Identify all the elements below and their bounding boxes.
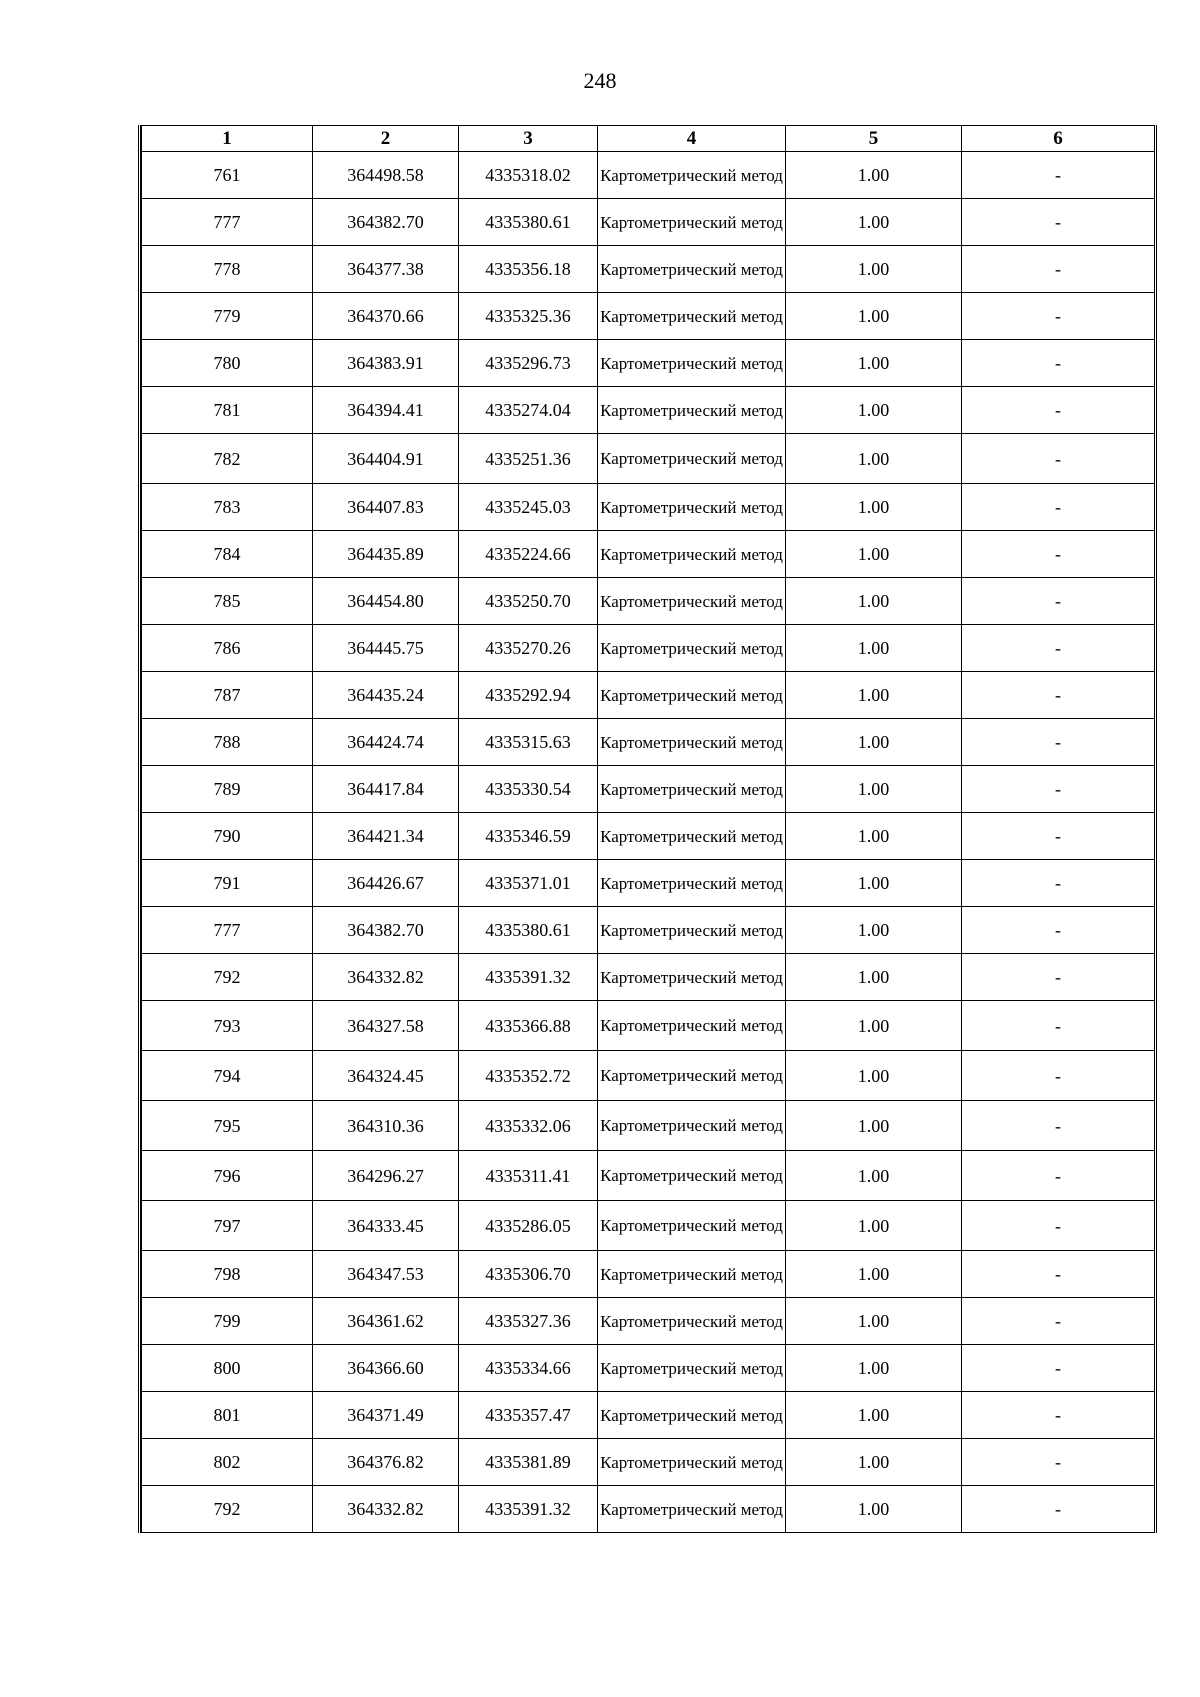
x-coordinate-cell: 364377.38 [313,246,459,293]
point-number-cell: 787 [142,672,313,719]
note-cell: - [962,625,1155,672]
method-cell: Картометрический метод [598,719,786,766]
x-coordinate-cell: 364435.24 [313,672,459,719]
note-cell: - [962,719,1155,766]
table-row [142,1051,1155,1101]
table-row [142,1486,1155,1533]
y-coordinate-cell: 4335292.94 [459,672,598,719]
accuracy-cell: 1.00 [786,1298,962,1345]
point-number-cell: 793 [142,1001,313,1051]
x-coordinate-cell: 364333.45 [313,1201,459,1251]
method-cell: Картометрический метод [598,578,786,625]
accuracy-cell: 1.00 [786,484,962,531]
accuracy-cell: 1.00 [786,152,962,199]
method-cell: Картометрический метод [598,340,786,387]
y-coordinate-cell: 4335332.06 [459,1101,598,1151]
x-coordinate-cell: 364394.41 [313,387,459,434]
note-cell: - [962,578,1155,625]
note-cell: - [962,1001,1155,1051]
accuracy-cell: 1.00 [786,1151,962,1201]
y-coordinate-cell: 4335311.41 [459,1151,598,1201]
point-number-cell: 796 [142,1151,313,1201]
table-row [142,1201,1155,1251]
accuracy-cell: 1.00 [786,672,962,719]
point-number-cell: 797 [142,1201,313,1251]
table-row [142,1001,1155,1051]
y-coordinate-cell: 4335251.36 [459,434,598,484]
note-cell: - [962,340,1155,387]
accuracy-cell: 1.00 [786,625,962,672]
method-cell: Картометрический метод [598,1151,786,1201]
y-coordinate-cell: 4335245.03 [459,484,598,531]
y-coordinate-cell: 4335315.63 [459,719,598,766]
method-cell: Картометрический метод [598,199,786,246]
method-cell: Картометрический метод [598,625,786,672]
table-row [142,860,1155,907]
point-number-cell: 792 [142,954,313,1001]
x-coordinate-cell: 364383.91 [313,340,459,387]
y-coordinate-cell: 4335327.36 [459,1298,598,1345]
y-coordinate-cell: 4335250.70 [459,578,598,625]
accuracy-cell: 1.00 [786,1251,962,1298]
method-cell: Картометрический метод [598,293,786,340]
accuracy-cell: 1.00 [786,860,962,907]
accuracy-cell: 1.00 [786,1001,962,1051]
y-coordinate-cell: 4335391.32 [459,954,598,1001]
x-coordinate-cell: 364332.82 [313,1486,459,1533]
y-coordinate-cell: 4335274.04 [459,387,598,434]
point-number-cell: 786 [142,625,313,672]
note-cell: - [962,672,1155,719]
x-coordinate-cell: 364498.58 [313,152,459,199]
x-coordinate-cell: 364417.84 [313,766,459,813]
x-coordinate-cell: 364366.60 [313,1345,459,1392]
column-header-2: 2 [313,126,459,152]
accuracy-cell: 1.00 [786,1201,962,1251]
x-coordinate-cell: 364371.49 [313,1392,459,1439]
table-body [142,152,1155,1533]
note-cell: - [962,246,1155,293]
point-number-cell: 795 [142,1101,313,1151]
accuracy-cell: 1.00 [786,1101,962,1151]
accuracy-cell: 1.00 [786,1392,962,1439]
x-coordinate-cell: 364376.82 [313,1439,459,1486]
method-cell: Картометрический метод [598,246,786,293]
x-coordinate-cell: 364332.82 [313,954,459,1001]
table-row [142,766,1155,813]
y-coordinate-cell: 4335356.18 [459,246,598,293]
method-cell: Картометрический метод [598,907,786,954]
table-row [142,246,1155,293]
accuracy-cell: 1.00 [786,387,962,434]
point-number-cell: 779 [142,293,313,340]
note-cell: - [962,860,1155,907]
x-coordinate-cell: 364421.34 [313,813,459,860]
table-row [142,672,1155,719]
method-cell: Картометрический метод [598,531,786,578]
method-cell: Картометрический метод [598,434,786,484]
note-cell: - [962,199,1155,246]
note-cell: - [962,954,1155,1001]
y-coordinate-cell: 4335381.89 [459,1439,598,1486]
table-row [142,1151,1155,1201]
point-number-cell: 792 [142,1486,313,1533]
note-cell: - [962,152,1155,199]
point-number-cell: 789 [142,766,313,813]
method-cell: Картометрический метод [598,1392,786,1439]
y-coordinate-cell: 4335334.66 [459,1345,598,1392]
y-coordinate-cell: 4335306.70 [459,1251,598,1298]
point-number-cell: 802 [142,1439,313,1486]
point-number-cell: 780 [142,340,313,387]
note-cell: - [962,813,1155,860]
table-row [142,434,1155,484]
column-header-6: 6 [962,126,1155,152]
point-number-cell: 800 [142,1345,313,1392]
table-row [142,484,1155,531]
note-cell: - [962,531,1155,578]
x-coordinate-cell: 364407.83 [313,484,459,531]
column-header-4: 4 [598,126,786,152]
point-number-cell: 778 [142,246,313,293]
table-row [142,1298,1155,1345]
method-cell: Картометрический метод [598,1051,786,1101]
y-coordinate-cell: 4335366.88 [459,1001,598,1051]
accuracy-cell: 1.00 [786,813,962,860]
point-number-cell: 777 [142,907,313,954]
y-coordinate-cell: 4335352.72 [459,1051,598,1101]
method-cell: Картометрический метод [598,1439,786,1486]
note-cell: - [962,1486,1155,1533]
page-number: 248 [583,68,617,93]
accuracy-cell: 1.00 [786,434,962,484]
y-coordinate-cell: 4335224.66 [459,531,598,578]
x-coordinate-cell: 364404.91 [313,434,459,484]
y-coordinate-cell: 4335346.59 [459,813,598,860]
method-cell: Картометрический метод [598,813,786,860]
table-row [142,719,1155,766]
accuracy-cell: 1.00 [786,531,962,578]
note-cell: - [962,1051,1155,1101]
accuracy-cell: 1.00 [786,1345,962,1392]
table-header-row [142,126,1155,152]
y-coordinate-cell: 4335371.01 [459,860,598,907]
y-coordinate-cell: 4335318.02 [459,152,598,199]
x-coordinate-cell: 364361.62 [313,1298,459,1345]
x-coordinate-cell: 364310.36 [313,1101,459,1151]
table-row [142,625,1155,672]
column-header-5: 5 [786,126,962,152]
table-row [142,199,1155,246]
method-cell: Картометрический метод [598,954,786,1001]
x-coordinate-cell: 364382.70 [313,907,459,954]
method-cell: Картометрический метод [598,387,786,434]
method-cell: Картометрический метод [598,1101,786,1151]
x-coordinate-cell: 364382.70 [313,199,459,246]
point-number-cell: 781 [142,387,313,434]
table-row [142,1345,1155,1392]
accuracy-cell: 1.00 [786,1486,962,1533]
y-coordinate-cell: 4335330.54 [459,766,598,813]
table-row [142,813,1155,860]
column-header-3: 3 [459,126,598,152]
method-cell: Картометрический метод [598,152,786,199]
y-coordinate-cell: 4335380.61 [459,907,598,954]
y-coordinate-cell: 4335325.36 [459,293,598,340]
x-coordinate-cell: 364424.74 [313,719,459,766]
method-cell: Картометрический метод [598,1298,786,1345]
x-coordinate-cell: 364296.27 [313,1151,459,1201]
note-cell: - [962,434,1155,484]
note-cell: - [962,484,1155,531]
note-cell: - [962,766,1155,813]
accuracy-cell: 1.00 [786,907,962,954]
y-coordinate-cell: 4335391.32 [459,1486,598,1533]
table-row [142,1392,1155,1439]
point-number-cell: 784 [142,531,313,578]
table-row [142,293,1155,340]
x-coordinate-cell: 364327.58 [313,1001,459,1051]
accuracy-cell: 1.00 [786,293,962,340]
point-number-cell: 791 [142,860,313,907]
table-row [142,387,1155,434]
note-cell: - [962,1439,1155,1486]
method-cell: Картометрический метод [598,1486,786,1533]
y-coordinate-cell: 4335270.26 [459,625,598,672]
method-cell: Картометрический метод [598,672,786,719]
note-cell: - [962,1201,1155,1251]
x-coordinate-cell: 364324.45 [313,1051,459,1101]
accuracy-cell: 1.00 [786,1439,962,1486]
coordinates-table [141,125,1155,1533]
table-row [142,954,1155,1001]
coordinates-table-frame [138,125,1157,1533]
accuracy-cell: 1.00 [786,578,962,625]
table-row [142,1439,1155,1486]
note-cell: - [962,907,1155,954]
x-coordinate-cell: 364347.53 [313,1251,459,1298]
point-number-cell: 788 [142,719,313,766]
x-coordinate-cell: 364435.89 [313,531,459,578]
accuracy-cell: 1.00 [786,1051,962,1101]
accuracy-cell: 1.00 [786,199,962,246]
method-cell: Картометрический метод [598,484,786,531]
table-row [142,531,1155,578]
x-coordinate-cell: 364370.66 [313,293,459,340]
note-cell: - [962,1151,1155,1201]
note-cell: - [962,1251,1155,1298]
point-number-cell: 799 [142,1298,313,1345]
x-coordinate-cell: 364445.75 [313,625,459,672]
y-coordinate-cell: 4335286.05 [459,1201,598,1251]
accuracy-cell: 1.00 [786,246,962,293]
point-number-cell: 783 [142,484,313,531]
point-number-cell: 790 [142,813,313,860]
method-cell: Картометрический метод [598,1001,786,1051]
method-cell: Картометрический метод [598,1201,786,1251]
y-coordinate-cell: 4335380.61 [459,199,598,246]
point-number-cell: 782 [142,434,313,484]
note-cell: - [962,1298,1155,1345]
accuracy-cell: 1.00 [786,340,962,387]
note-cell: - [962,387,1155,434]
y-coordinate-cell: 4335357.47 [459,1392,598,1439]
accuracy-cell: 1.00 [786,719,962,766]
point-number-cell: 777 [142,199,313,246]
accuracy-cell: 1.00 [786,954,962,1001]
point-number-cell: 761 [142,152,313,199]
table-row [142,1251,1155,1298]
method-cell: Картометрический метод [598,860,786,907]
note-cell: - [962,1101,1155,1151]
point-number-cell: 801 [142,1392,313,1439]
table-row [142,1101,1155,1151]
table-row [142,340,1155,387]
y-coordinate-cell: 4335296.73 [459,340,598,387]
note-cell: - [962,293,1155,340]
note-cell: - [962,1392,1155,1439]
method-cell: Картометрический метод [598,766,786,813]
x-coordinate-cell: 364454.80 [313,578,459,625]
table-row [142,152,1155,199]
method-cell: Картометрический метод [598,1345,786,1392]
x-coordinate-cell: 364426.67 [313,860,459,907]
column-header-1: 1 [142,126,313,152]
method-cell: Картометрический метод [598,1251,786,1298]
table-row [142,578,1155,625]
table-row [142,907,1155,954]
accuracy-cell: 1.00 [786,766,962,813]
point-number-cell: 798 [142,1251,313,1298]
note-cell: - [962,1345,1155,1392]
point-number-cell: 785 [142,578,313,625]
point-number-cell: 794 [142,1051,313,1101]
